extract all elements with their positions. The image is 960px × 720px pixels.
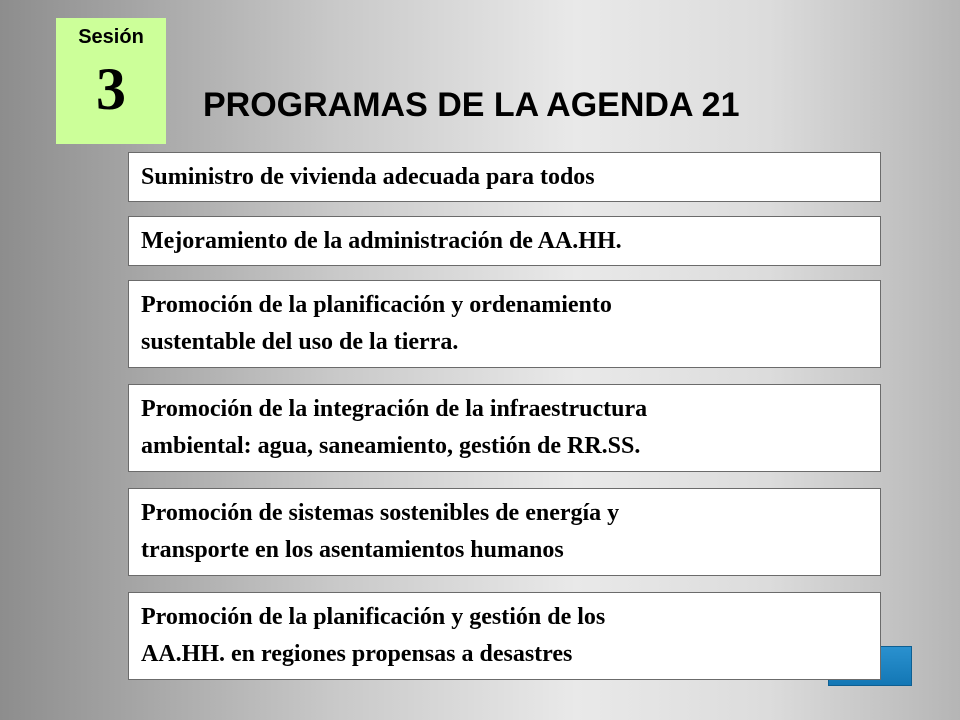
program-text-line1: Promoción de sistemas sostenibles de energía y — [141, 500, 620, 526]
program-text-line1: Promoción de la planificación y gestión de los — [141, 604, 606, 630]
program-text-line2: sustentable del uso de la tierra. — [141, 329, 459, 355]
program-item — [128, 592, 881, 680]
program-text-line2: AA.HH. en regiones propensas a desastres — [141, 641, 573, 667]
program-text: Mejoramiento de la administración de AA.HH. — [141, 228, 622, 254]
program-text-line2: transporte en los asentamientos humanos — [141, 537, 564, 563]
program-text: Suministro de vivienda adecuada para todos — [141, 164, 595, 190]
session-number: 3 — [96, 56, 126, 122]
session-badge — [56, 18, 166, 144]
program-item — [128, 488, 881, 576]
program-text-line2: ambiental: agua, saneamiento, gestión de RR.SS. — [141, 433, 641, 459]
program-item — [128, 152, 881, 202]
program-text-line1: Promoción de la planificación y ordenamiento — [141, 292, 612, 318]
program-item — [128, 384, 881, 472]
page-title: PROGRAMAS DE LA AGENDA 21 — [203, 86, 740, 124]
program-item — [128, 216, 881, 266]
session-label: Sesión — [78, 26, 144, 48]
program-text-line1: Promoción de la integración de la infraestructura — [141, 396, 648, 422]
program-item — [128, 280, 881, 368]
